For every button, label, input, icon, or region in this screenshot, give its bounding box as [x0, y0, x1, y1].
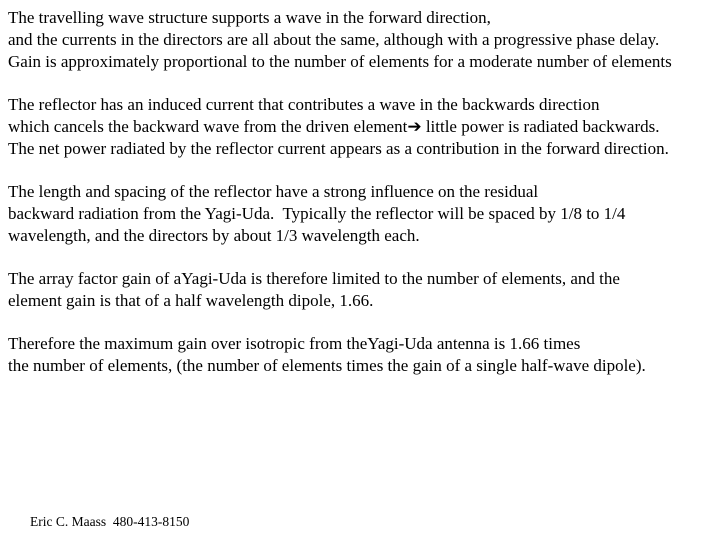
- paragraph-travelling-wave: [8, 7, 719, 73]
- text-line: backward radiation from the Yagi-Uda. Typically the reflector will be spaced by 1/8 to 1/4: [8, 204, 626, 223]
- text-line: Therefore the maximum gain over isotropic from theYagi-Uda antenna is 1.66 times: [8, 334, 581, 353]
- text-line: The net power radiated by the reflector current appears as a contribution in the forward direction.: [8, 139, 669, 158]
- text-line: The reflector has an induced current that contributes a wave in the backwards direction: [8, 95, 600, 114]
- text-line: The travelling wave structure supports a wave in the forward direction,: [8, 8, 491, 27]
- text-line: The length and spacing of the reflector have a strong influence on the residual: [8, 182, 539, 201]
- paragraph-reflector-current: [8, 94, 719, 160]
- text-line-with-arrow-icon: which cancels the backward wave from the driven element➔ little power is radiated backwards.: [8, 117, 660, 136]
- text-line: Gain is approximately proportional to the number of elements for a moderate number of elements: [8, 52, 672, 71]
- paragraph-length-spacing: [8, 181, 719, 247]
- text-line: The array factor gain of aYagi-Uda is therefore limited to the number of elements, and the: [8, 269, 620, 288]
- text-line: the number of elements, (the number of elements times the gain of a single half-wave dipole).: [8, 356, 646, 375]
- author-credit: Eric C. Maass 480-413-8150: [30, 514, 190, 529]
- text-line: element gain is that of a half wavelength dipole, 1.66.: [8, 291, 374, 310]
- text-line: wavelength, and the directors by about 1/3 wavelength each.: [8, 226, 420, 245]
- paragraph-maximum-gain: [8, 333, 719, 377]
- paragraph-array-factor-gain: [8, 268, 719, 312]
- text-line: and the currents in the directors are all about the same, although with a progressive phase delay.: [8, 30, 660, 49]
